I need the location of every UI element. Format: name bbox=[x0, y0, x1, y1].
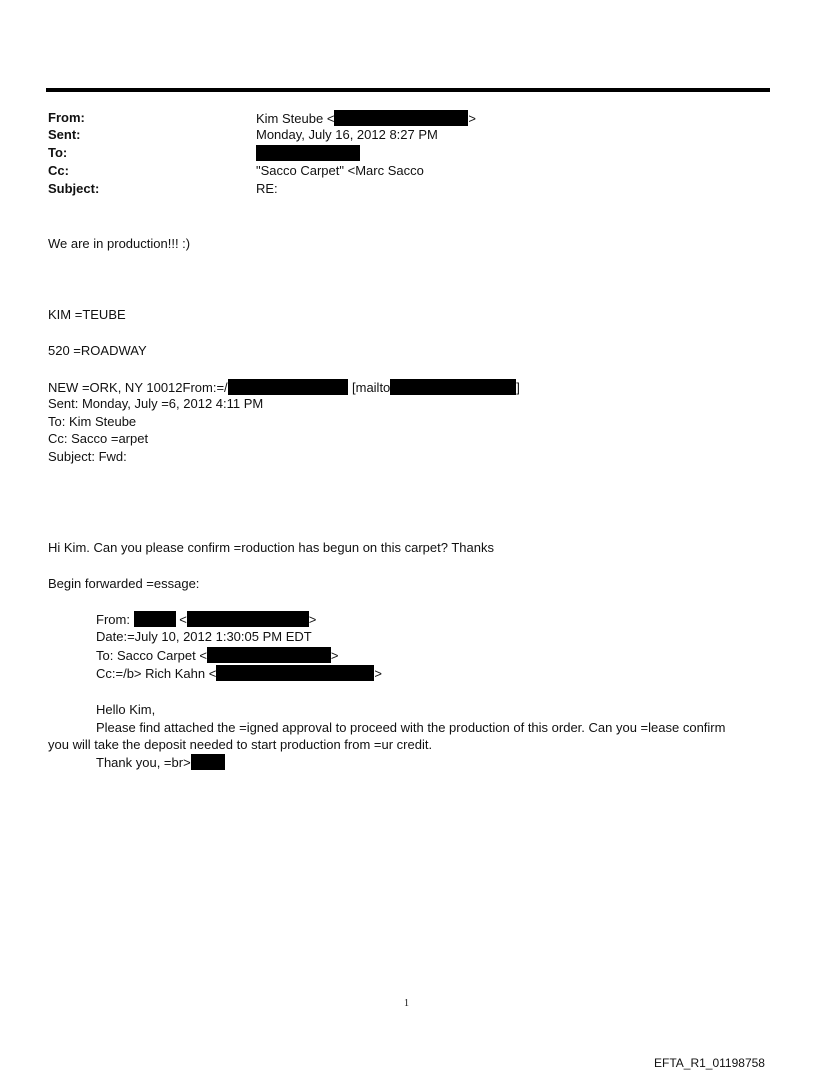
begin-forwarded: Begin forwarded =essage: bbox=[48, 576, 200, 591]
city-from-text: NEW =ORK, NY 10012From:=/ bbox=[48, 380, 228, 395]
fwd-to: To: Kim Steube bbox=[48, 414, 137, 429]
fwd-to-text: To: Sacco Carpet < bbox=[96, 648, 207, 663]
fwd-from-gt: > bbox=[308, 612, 317, 627]
subject-label: Subject: bbox=[48, 181, 100, 196]
fwd-date: Date:=July 10, 2012 1:30:05 PM EDT bbox=[96, 629, 312, 644]
redaction bbox=[256, 145, 360, 161]
fwd-paragraph-2: you will take the deposit needed to start production from =ur credit. bbox=[48, 737, 433, 752]
fwd-to-line bbox=[96, 647, 339, 664]
fwd-thanks-text: Thank you, =br> bbox=[96, 755, 191, 770]
from-label: From: bbox=[48, 110, 85, 125]
mailto-text: [mailto bbox=[352, 380, 391, 395]
mailto-close: ] bbox=[516, 380, 520, 395]
cc-value: "Sacco Carpet" <Marc Sacco bbox=[256, 163, 424, 178]
signature-address: 520 =ROADWAY bbox=[48, 343, 147, 358]
fwd-thanks bbox=[96, 754, 225, 771]
redaction bbox=[207, 647, 331, 663]
signature-name: KIM =TEUBE bbox=[48, 307, 126, 322]
document-id: EFTA_R1_01198758 bbox=[654, 1056, 765, 1070]
fwd-from-label: From: bbox=[96, 612, 130, 627]
fwd-from bbox=[96, 611, 316, 628]
mailto-line bbox=[352, 379, 520, 396]
to-label: To: bbox=[48, 145, 68, 160]
fwd-paragraph-1: Please find attached the =igned approval to proceed with the production of this order. Can you =lease confirm bbox=[96, 720, 726, 735]
redaction bbox=[134, 611, 176, 627]
signature-city-from bbox=[48, 379, 348, 396]
to-value bbox=[256, 145, 360, 162]
fwd-to-gt: > bbox=[330, 648, 339, 663]
cc-label: Cc: bbox=[48, 163, 69, 178]
body-line: We are in production!!! :) bbox=[48, 236, 191, 251]
fwd-cc: Cc: Sacco =arpet bbox=[48, 431, 149, 446]
from-value bbox=[256, 110, 476, 127]
header-rule bbox=[46, 88, 770, 92]
fwd-cc-text: Cc:=/b> Rich Kahn < bbox=[96, 666, 217, 681]
fwd-cc-line bbox=[96, 665, 382, 682]
fwd-cc-gt: > bbox=[374, 666, 382, 681]
redaction bbox=[191, 754, 225, 770]
redaction bbox=[216, 665, 374, 681]
redaction bbox=[334, 110, 468, 126]
from-name: Kim Steube < bbox=[256, 111, 335, 126]
page-number: 1 bbox=[404, 998, 409, 1009]
from-close: > bbox=[468, 111, 476, 126]
fwd-sent: Sent: Monday, July =6, 2012 4:11 PM bbox=[48, 396, 264, 411]
request-line: Hi Kim. Can you please confirm =roduction has begun on this carpet? Thanks bbox=[48, 540, 494, 555]
redaction bbox=[187, 611, 309, 627]
fwd-subject: Subject: Fwd: bbox=[48, 449, 127, 464]
subject-value: RE: bbox=[256, 181, 278, 196]
sent-value: Monday, July 16, 2012 8:27 PM bbox=[256, 127, 438, 142]
redaction bbox=[390, 379, 516, 395]
fwd-greeting: Hello Kim, bbox=[96, 702, 156, 717]
fwd-from-lt: < bbox=[179, 612, 187, 627]
sent-label: Sent: bbox=[48, 127, 81, 142]
redaction bbox=[228, 379, 348, 395]
